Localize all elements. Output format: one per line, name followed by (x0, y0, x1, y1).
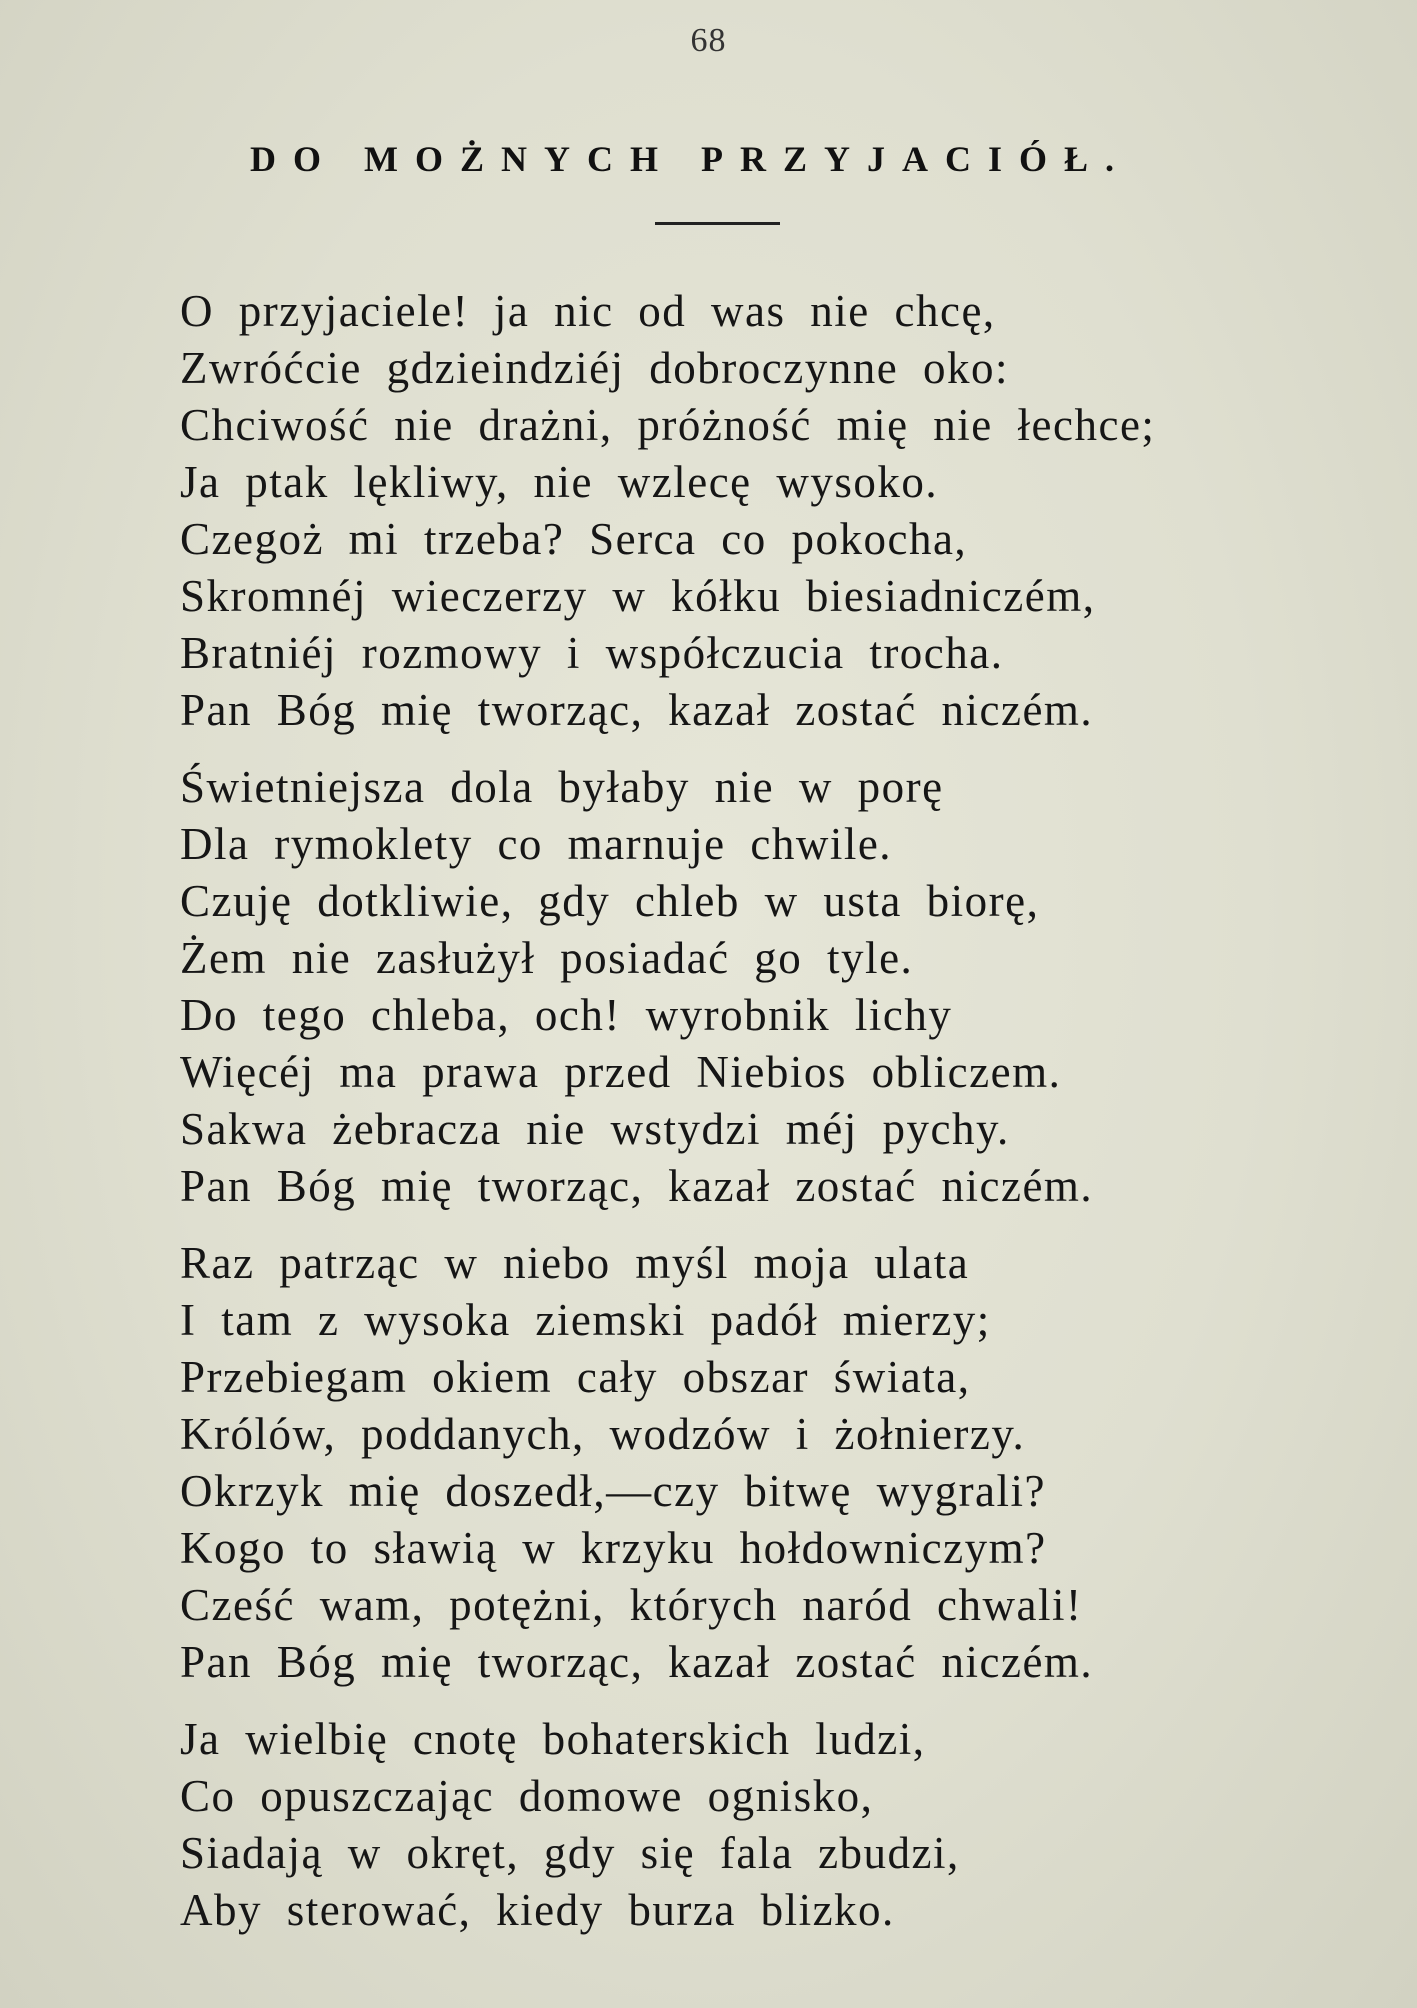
poem-line: I tam z wysoka ziemski padół mierzy; (180, 1295, 991, 1345)
poem-line: Okrzyk mię doszedł,—czy bitwę wygrali? (180, 1466, 1047, 1516)
poem-line: Pan Bóg mię tworząc, kazał zostać niczém. (180, 1637, 1094, 1687)
page-number: 68 (690, 22, 727, 59)
poem-line: Żem nie zasłużył posiadać go tyle. (180, 933, 914, 983)
poem-line: Kogo to sławią w krzyku hołdowniczym? (180, 1523, 1047, 1573)
poem-line: Pan Bóg mię tworząc, kazał zostać niczém. (180, 685, 1094, 735)
poem-line: Pan Bóg mię tworząc, kazał zostać niczém. (180, 1161, 1094, 1211)
poem-line: Przebiegam okiem cały obszar świata, (180, 1352, 971, 1402)
poem-line: Raz patrząc w niebo myśl moja ulata (180, 1238, 970, 1288)
poem-line: Dla rymokletу co marnuje chwile. (180, 819, 893, 869)
poem-line: Skromnéj wieczerzy w kółku biesiadniczém, (180, 571, 1096, 621)
poem-line: Aby sterować, kiedy burza blizko. (180, 1885, 895, 1935)
poem-line: Co opuszczając domowe ognisko, (180, 1771, 874, 1821)
poem-line: Królów, poddanych, wodzów i żołnierzy. (180, 1409, 1026, 1459)
poem-line: Więcéj ma prawa przed Niebios obliczem. (180, 1047, 1062, 1097)
poem-line: Cześć wam, potężni, których naród chwali! (180, 1580, 1083, 1630)
stanza-2 (180, 759, 1340, 1215)
stanza-3 (180, 1235, 1340, 1691)
poem-line: Siadają w okręt, gdy się fala zbudzi, (180, 1828, 960, 1878)
poem-line: Czuję dotkliwie, gdy chleb w usta biorę, (180, 876, 1040, 926)
poem-line: Ja ptak lękliwy, nie wzlecę wysoko. (180, 457, 939, 507)
poem-line: Bratniéj rozmowy i współczucia trocha. (180, 628, 1004, 678)
poem-line: Do tego chleba, och! wyrobnik lichy (180, 990, 953, 1040)
poem-line: Świetniejsza dola byłaby nie w porę (180, 762, 944, 812)
stanza-4 (180, 1711, 1340, 1939)
poem-line: Ja wielbię cnotę bohaterskich ludzi, (180, 1714, 926, 1764)
title-divider (655, 222, 780, 225)
poem-body (180, 283, 1340, 1959)
poem-line: Zwróćcie gdzieindziéj dobroczynne oko: (180, 343, 1009, 393)
poem-line: Chciwość nie drażni, próżność mię nie łechce; (180, 400, 1156, 450)
poem-line: Sakwa żebracza nie wstydzi méj pychy. (180, 1104, 1010, 1154)
poem-line: Czegoż mi trzeba? Serca co pokocha, (180, 514, 968, 564)
poem-title: DO MOŻNYCH PRZYJACIÓŁ. (250, 139, 1132, 179)
stanza-1 (180, 283, 1340, 739)
poem-line: O przyjaciele! ja nic od was nie chcę, (180, 286, 996, 336)
